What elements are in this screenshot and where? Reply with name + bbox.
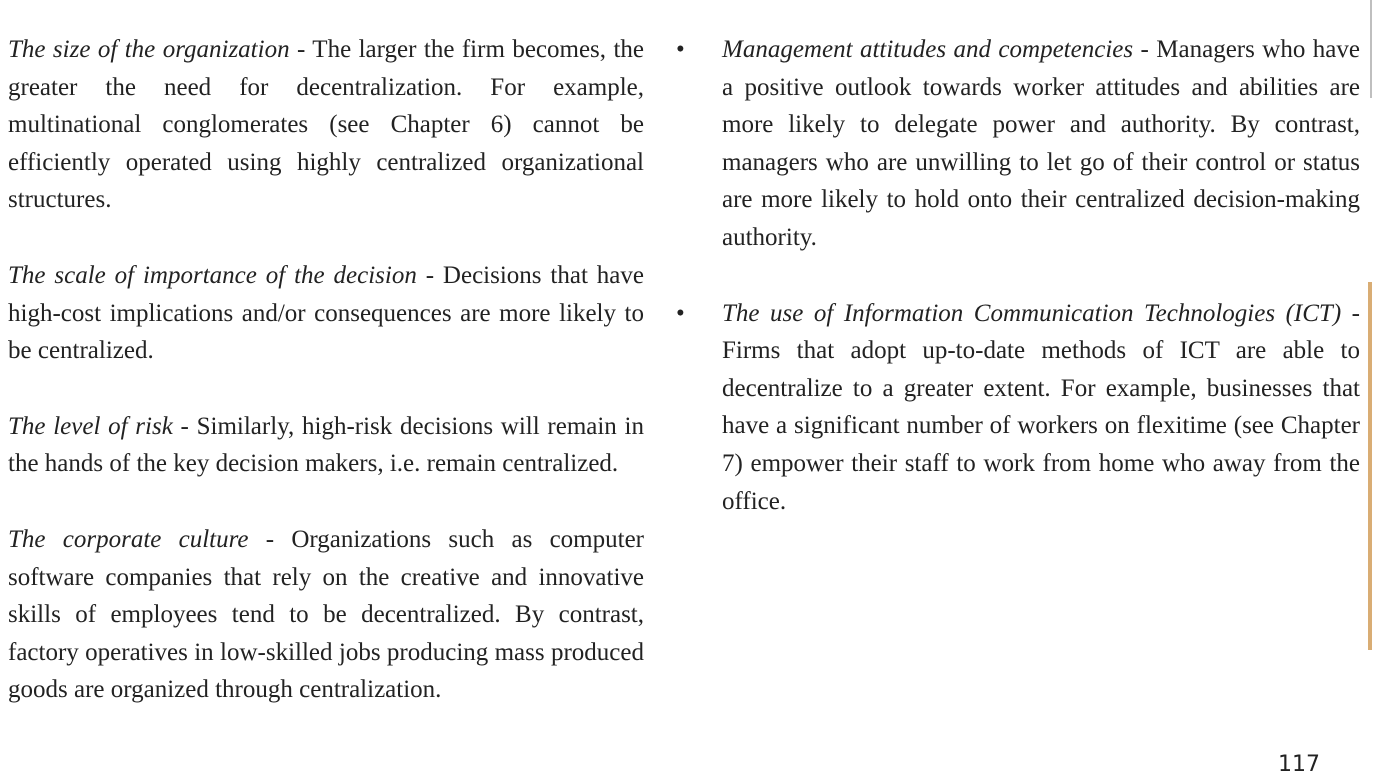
factor-paragraph-decision-importance: [8, 257, 644, 370]
bullet-icon: •: [676, 299, 685, 327]
bullet-icon: •: [676, 36, 685, 63]
factor-text: - Organizations such as computer software companies that rely on the creative and innovative skills of employees tend to be decentralized. By contrast, factory operatives in low-skilled jobs producing mass produced goods are organized through centralization.: [8, 525, 645, 704]
right-column: [676, 31, 1360, 558]
factor-term: The scale of importance of the decision: [8, 261, 417, 289]
left-column: [8, 31, 644, 747]
factor-text: - Similarly, high-risk decisions will remain in the hands of the key decision makers, i.e. remain centralized.: [8, 412, 644, 478]
bullet-item-ict-use: [676, 295, 1360, 521]
factor-paragraph-organization-size: [8, 31, 644, 219]
margin-accent-rule: [1368, 282, 1372, 650]
factor-term: The level of risk: [8, 412, 173, 440]
factor-text: - Firms that adopt up-to-date methods of ICT are able to decentralize to a greater extent. For example, businesses that have a significant number of workers on flexitime (see Chapter 7) empower their staff to work from home who away from the office.: [722, 299, 1360, 515]
factor-text: - Managers who have a positive outlook towards worker attitudes and abilities are more likely to delegate power and authority. By contrast, managers who are unwilling to let go of their control or status are more likely to hold onto their centralized decision-making authority.: [722, 36, 1360, 251]
factor-term: The corporate culture: [8, 525, 249, 553]
factor-term: The use of Information Communication Technologies (ICT): [722, 299, 1342, 327]
page-edge-rule: [1370, 0, 1372, 98]
factor-text: - Decisions that have high-cost implications and/or consequences are more likely to be centralized.: [8, 261, 644, 365]
bullet-item-management-attitudes: [676, 31, 1360, 257]
factor-paragraph-corporate-culture: [8, 521, 644, 709]
factor-text: - The larger the firm becomes, the greater the need for decentralization. For example, multinational conglomerates (see Chapter 6) cannot be efficiently operated using highly centralized organizational structures.: [8, 36, 644, 214]
page-number: 117: [1278, 752, 1320, 777]
factor-term: The size of the organization: [8, 36, 290, 63]
factor-term: Management attitudes and competencies: [722, 36, 1134, 63]
factor-paragraph-risk-level: [8, 408, 644, 483]
